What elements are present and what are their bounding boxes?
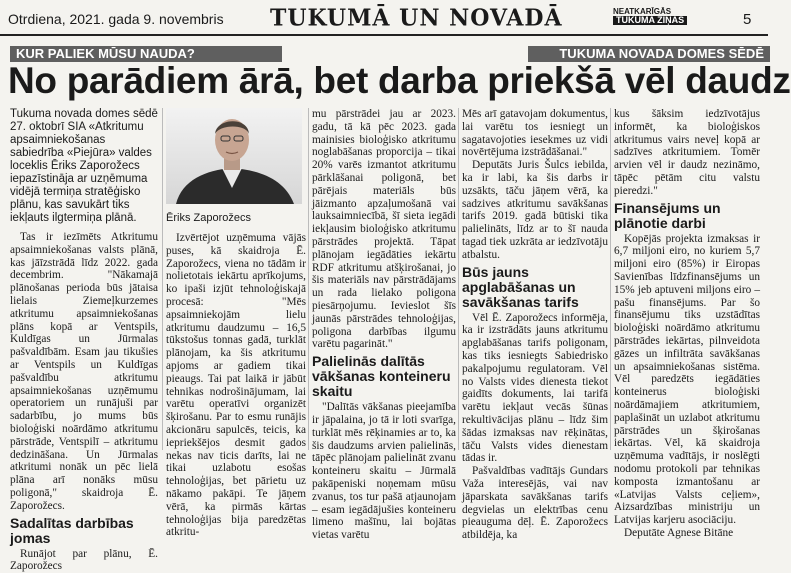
body-paragraph: kus šāksim iedzīvotājus informēt, ka bioloģiskos atkritumus vairs neveļ kopā ar sadzīves atkritumiem. Tomēr arvien vēl ir daudz nezināmo, tāpēc pētām citu valstu pieredzi.": [614, 108, 760, 197]
subheading: Sadalītas darbības jomas: [10, 514, 134, 546]
column-divider: [162, 108, 163, 450]
column-divider: [458, 108, 459, 450]
masthead-logo: NEATKARĪGĀS TUKUMA ZIŅAS: [613, 7, 687, 25]
portrait-photo: [166, 108, 302, 204]
article-headline: No parādiem ārā, bet darba priekšā vēl daudz: [8, 60, 791, 101]
article-column-5: [614, 108, 760, 539]
column-divider: [308, 108, 309, 450]
section-title: TUKUMĀ UN NOVADĀ: [270, 4, 563, 32]
body-paragraph: "Dalītās vākšanas pieejamība ir jāpalaina, jo tā ir loti svarīga, turklāt mēs rēķinamies ar to, ka šis daudzums arvien palielinās, tāpēc plānojam palielināt zvanu konteineru skaitu – Jūrmalā pakāpeniski noņemam mūsu zvanus, tos tur pašā atjaunojam – esam iegādājušies konteineru limeno mašīnu, lai bojātas vietas varētu: [312, 401, 456, 542]
article-column-2: [166, 232, 306, 539]
lead-paragraph: Tukuma novada domes sēdē 27. oktobrī SIA «Atkritumu apsaimniekošanas sabiedrība «Piejūra» valdes loceklis Ēriks Zaporožecs iepazīstināja ar uzņēmuma vidējā termiņa stratēģisko plānu, kas savukārt tiks iekļauts ilgtermiņa plānā.: [10, 108, 158, 224]
person-portrait-image: [166, 108, 302, 204]
subheading: Palielinās dalītās vākšanas konteineru skaitu: [312, 353, 451, 400]
kicker-right: TUKUMA NOVADA DOMES SĒDĒ: [528, 46, 770, 62]
column-divider: [610, 108, 611, 450]
article-column-4: [462, 108, 608, 542]
page-number: 5: [743, 11, 752, 28]
body-paragraph: Izvērtējot uzņēmuma vājās puses, kā skaidroja Ē. Zaporožecs, viena no tādām ir nolietotais iekārtu aprīkojums, ko ipaši izjūt tehnoloģiskajā procesā: "Mēs apsaimniekojām lielu atkritumu daudzumu – 16,5 tūkstošus tonnas gadā, turklāt plānojam, ka šis atkritumu apjoms ar gadiem tikai pieaugs. Tai pat laikā ir jābūt tehnikas nodrošinājumam, lai varētu operatīvi organizēt šķirošanu. Par to esmu runājis akcionāru sapulcēs, teicis, ka iepriekšējos desmit gados nekas nav ticis darīts, lai ne tikai uzlabotu esošas tehnoloģijas, bet pārietu uz nākamo pakāpi. Te jāņem vērā, ka pirmās kārtas tehnoloģijas bija paredzētas atkritu-: [166, 232, 306, 539]
subheading: Būs jauns apglabāšanas un savākšanas tarifs: [462, 263, 579, 310]
kicker-left: KUR PALIEK MŪSU NAUDA?: [10, 46, 282, 62]
header-divider: [0, 34, 768, 36]
subheading: Finansējums un plānotie darbi: [614, 199, 721, 231]
body-paragraph: Kopējās projekta izmaksas ir 6,7 miljoni eiro, no kuriem 5,7 miljoni eiro (85%) ir Eiropas Savienības līdzfinansējums un 15% jeb aptuveni miljons eiro – pašu finansējums. Par šo finansējumu tiks uzstādītas bioloģiski noārdāmo atkritumu pārstrādes iekārtas, pilnveidota gāzes un infiltrāta savākšanas un apsaimniekošanas sistēma. Vēl paredzēts iegādāties konteinerus bioloģiski noārdāmajiem atkritumiem, paplašināt un uzlabot atkritumu pārstrādes un šķirošanas iekārtas. Vēl, kā skaidroja uzņēmuma vadītājs, ir noslēgti nodomu protokoli par tehnikas komposta izmantošanu ar «Latvijas Valsts ceļiem», Aizsardzības ministriju un Latvijas karjeru asociāciju.: [614, 232, 760, 527]
body-paragraph: mu pārstrādei jau ar 2023. gadu, tā kā pēc 2023. gada mainisies bioloģisko atkritumu noglabāšanas proporcija – tikai 20% varēs izmantot atkritumu pārklāšanai poligonā, bet pārējais materiāls būs jāizmanto apzaļumošanā vai lauksaimniecībā, šī sieta iegādi iekļausim bioloģisko atkritumu pārstrādes projektā. Tāpat plānojam iegādāties iekārtu RDF atkritumu atšķirošanai, jo šis materiāls nav pārstrādājams un rada lielako poligona piesārņojumu. Ievieslot šīs jaunās pārstrādes tehnoloģijas, poligona darbības ilgumu varētu pagarināt.": [312, 108, 456, 351]
body-paragraph: Deputāte Agnese Bitāne: [624, 526, 734, 539]
body-paragraph: Runājot par plānu, Ē. Zaporožecs: [10, 547, 158, 573]
body-paragraph: Vēl Ē. Zaporožecs informēja, ka ir izstrādāts jauns atkritumu apglabāšanas tarifs poligonam, kas tiks iesniegts Sabiedrisko pakalpojumu regulatoram. Vēl no Valsts vides dienesta tiekot gaidīts dokuments, lai tarifā varētu iekļaut vecās šūnas rekultivācijas plānu – līdz šim šādas izmaksas nav rēķinātas, tāču Valsts vides dienestam tādas ir.: [462, 311, 608, 465]
issue-date: Otrdiena, 2021. gada 9. novembris: [8, 11, 224, 27]
body-paragraph: Mēs arī gatavojam dokumentus, lai varētu tos iesniegt un sagatavojoties iesekmes uz vidi novērtējuma izstrādāšanai.": [462, 108, 608, 159]
body-paragraph: Tas ir iezīmēts Atkritumu apsaimniekošanas valsts plānā, kas jāīzstrādā līdz 2022. gada decembrim. "Nākamajā plānošanas perioda būs jātaisa lielais Ziemeļkurzemes atkritumu apsaimniekošanas plāns kopā ar Ventspils, Kuldīgas un Jūrmalas pašvaldībām. Esam jau tikušies ar Ventspils un Kuldīgas pašvaldību atkritumu apsaimniekošanas uzņēmumu operatoriem un runājuši par sadarbību, jo mums būs bioloģiski noārdāmo atkritumu pārstrāde, Ventspilī – atkritumu dedzināšana. Un Jūrmalas atkritumi nonāk un pēc lielā plāna arī nonāks mūsu poligonā," skaidroja Ē. Zaporožecs.: [10, 231, 158, 512]
newspaper-header: [0, 0, 768, 36]
article-column-3: [312, 108, 456, 542]
body-paragraph: Deputāts Juris Šulcs iebilda, ka ir labi, ka šis darbs ir uzsākts, tāču jāņem vērā, ka sadzives atkritumu savākšanas tarifs 2019. gadā būtiski tika palielināts, līdz ar to šī nauda tagad tiek uzkrāta ar iedzīvotāju atbalstu.: [462, 159, 608, 261]
article-column-1: [10, 108, 158, 573]
body-paragraph: Pašvaldības vadītājs Gundars Važa interesējās, vai nav jāparskata savākšanas tarifs degvielas un elektrības cenu pieauguma dēļ. Ē. Zaporožecs atbildēja, ka: [462, 465, 608, 542]
photo-caption: Ēriks Zaporožecs: [166, 212, 251, 224]
